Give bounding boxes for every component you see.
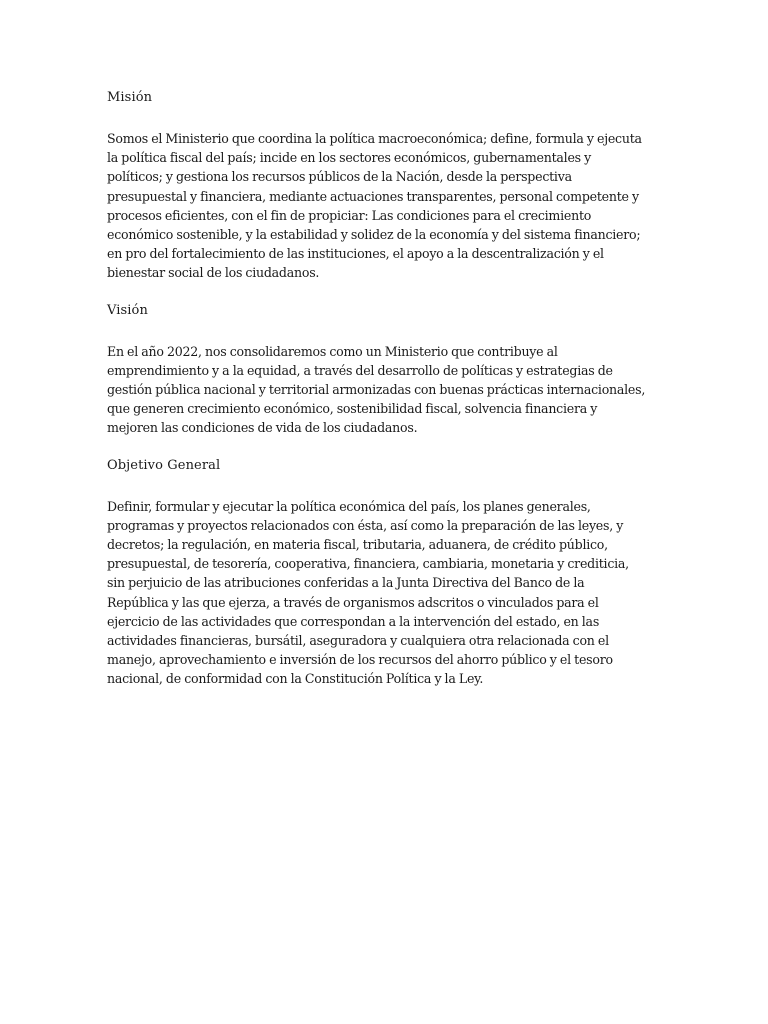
document-page xyxy=(107,88,647,707)
mission-text: Somos el Ministerio que coordina la política macroeconómica; define, formula y ejecuta la política fiscal del país; incide en los sectores económicos, gubernamentales y políticos; y gestiona los recursos públicos de la Nación, desde la perspectiva presupuestal y financiera, mediante actuaciones transparentes, personal competente y procesos eficientes, con el fin de propiciar: Las condiciones para el crecimiento económico sostenible, y la estabilidad y solidez de la economía y del sistema financiero; en pro del fortalecimiento de las instituciones, el apoyo a la descentralización y el bienestar social de los ciudadanos. xyxy=(107,131,642,281)
mission-heading: Misión xyxy=(107,90,153,105)
general-objective-section xyxy=(107,456,647,689)
general-objective-heading: Objetivo General xyxy=(107,457,221,473)
vision-text: En el año 2022, nos consolidaremos como un Ministerio que contribuye al emprendimiento y a la equidad, a través del desarrollo de políticas y estrategias de gestión pública nacional y territorial armonizadas con buenas prácticas internacionales, que generen crecimiento económico, sostenibilidad fiscal, solvencia financiera y mejoren las condiciones de vida de los ciudadanos. xyxy=(107,343,646,436)
general-objective-text: Definir, formular y ejecutar la política económica del país, los planes generales, programas y proyectos relacionados con ésta, así como la preparación de las leyes, y decretos; la regulación, en materia fiscal, tributaria, aduanera, de crédito público, presupuestal, de tesorería, cooperativa, financiera, cambiaria, monetaria y crediticia, sin perjuicio de las atribuciones conferidas a la Junta Directiva del Banco de la República y las que ejerza, a través de organismos adscritos o vinculados para el ejercicio de las actividades que correspondan a la intervención del estado, en las actividades financieras, bursátil, aseguradora y cualquiera otra relacionada con el manejo, aprovechamiento e inversión de los recursos del ahorro público y el tesoro nacional, de conformidad con la Constitución Política y la Ley. xyxy=(107,498,629,687)
vision-heading: Visión xyxy=(107,302,148,318)
mission-section xyxy=(107,88,647,283)
vision-section xyxy=(107,301,647,438)
